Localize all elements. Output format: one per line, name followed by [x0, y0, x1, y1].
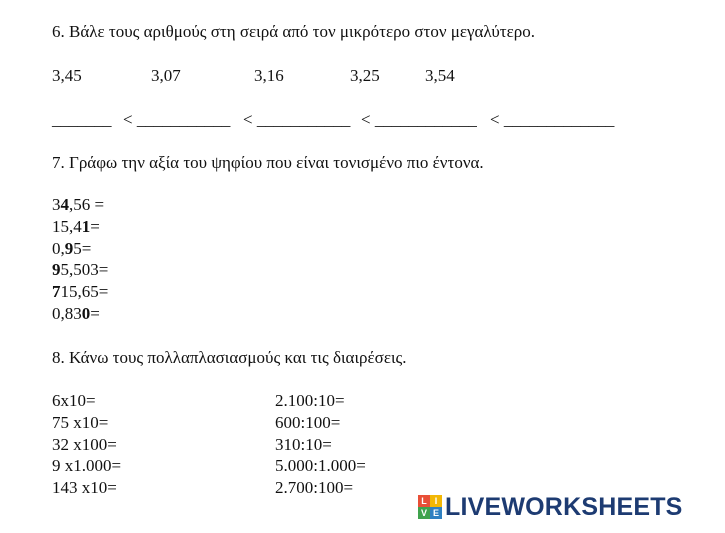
q7-item[interactable] — [52, 239, 91, 259]
q8-multiplication-item[interactable]: 6x10= — [52, 391, 96, 410]
q8-division-item[interactable]: 2.700:100= — [275, 478, 354, 497]
q6-number-1: 3,45 — [52, 66, 82, 85]
live-icon-letter: I — [430, 495, 442, 507]
q8-division-item[interactable]: 2.100:10= — [275, 391, 345, 410]
q6-title: 6. Βάλε τους αριθμούς στη σειρά από τον μικρότερο στον μεγαλύτερο. — [52, 22, 535, 41]
q6-answer-blank-2[interactable]: < ___________ — [123, 110, 231, 129]
q7-item-bold-digit: 9 — [52, 260, 61, 279]
q7-item-post: 15,65= — [60, 282, 109, 301]
q8-multiplication-item[interactable]: 75 x10= — [52, 413, 109, 432]
q6-number-4: 3,25 — [350, 66, 380, 85]
q7-item-bold-digit: 1 — [81, 217, 91, 236]
q7-item-post: ,56 = — [69, 195, 105, 214]
live-icon-letter: V — [418, 507, 430, 519]
q7-item[interactable] — [52, 217, 100, 237]
q7-item-pre: 15,4 — [52, 217, 82, 236]
q7-item-post: 5,503= — [60, 260, 109, 279]
q7-item[interactable] — [52, 304, 100, 324]
q6-answer-blank-3[interactable]: < ___________ — [243, 110, 351, 129]
q7-item-post: 5= — [73, 239, 92, 258]
q7-item[interactable] — [52, 195, 104, 215]
live-icon-letter: E — [430, 507, 442, 519]
live-icon — [418, 495, 442, 519]
q7-item-pre: 0,83 — [52, 304, 82, 323]
q7-title: 7. Γράφω την αξία του ψηφίου που είναι τονισμένο πιο έντονα. — [52, 153, 484, 172]
brand-name: LIVEWORKSHEETS — [445, 492, 683, 521]
q6-answer-blank-5[interactable]: < _____________ — [490, 110, 615, 129]
q7-item-bold-digit: 4 — [60, 195, 69, 214]
q7-item-pre: 3 — [52, 195, 61, 214]
q8-multiplication-item[interactable]: 143 x10= — [52, 478, 117, 497]
q6-number-3: 3,16 — [254, 66, 284, 85]
q7-item[interactable] — [52, 282, 108, 302]
q8-division-item[interactable]: 310:10= — [275, 435, 332, 454]
q7-item-bold-digit: 0 — [81, 304, 91, 323]
q6-answer-blank-1[interactable]: _______ — [52, 110, 112, 129]
live-icon-letter: L — [418, 495, 430, 507]
q7-item[interactable] — [52, 260, 108, 280]
q7-item-post: = — [90, 304, 100, 323]
q7-item-bold-digit: 9 — [64, 239, 74, 258]
q6-answer-blank-4[interactable]: < ____________ — [361, 110, 477, 129]
q6-number-2: 3,07 — [151, 66, 181, 85]
q6-number-5: 3,54 — [425, 66, 455, 85]
q8-multiplication-item[interactable]: 9 x1.000= — [52, 456, 122, 475]
q8-multiplication-item[interactable]: 32 x100= — [52, 435, 117, 454]
q8-division-item[interactable]: 5.000:1.000= — [275, 456, 366, 475]
q7-item-bold-digit: 7 — [52, 282, 61, 301]
q7-item-post: = — [90, 217, 100, 236]
q8-division-item[interactable]: 600:100= — [275, 413, 341, 432]
q8-title: 8. Κάνω τους πολλαπλασιασμούς και τις διαιρέσεις. — [52, 348, 407, 367]
q7-item-pre: 0, — [52, 239, 65, 258]
liveworksheets-logo — [418, 494, 683, 520]
